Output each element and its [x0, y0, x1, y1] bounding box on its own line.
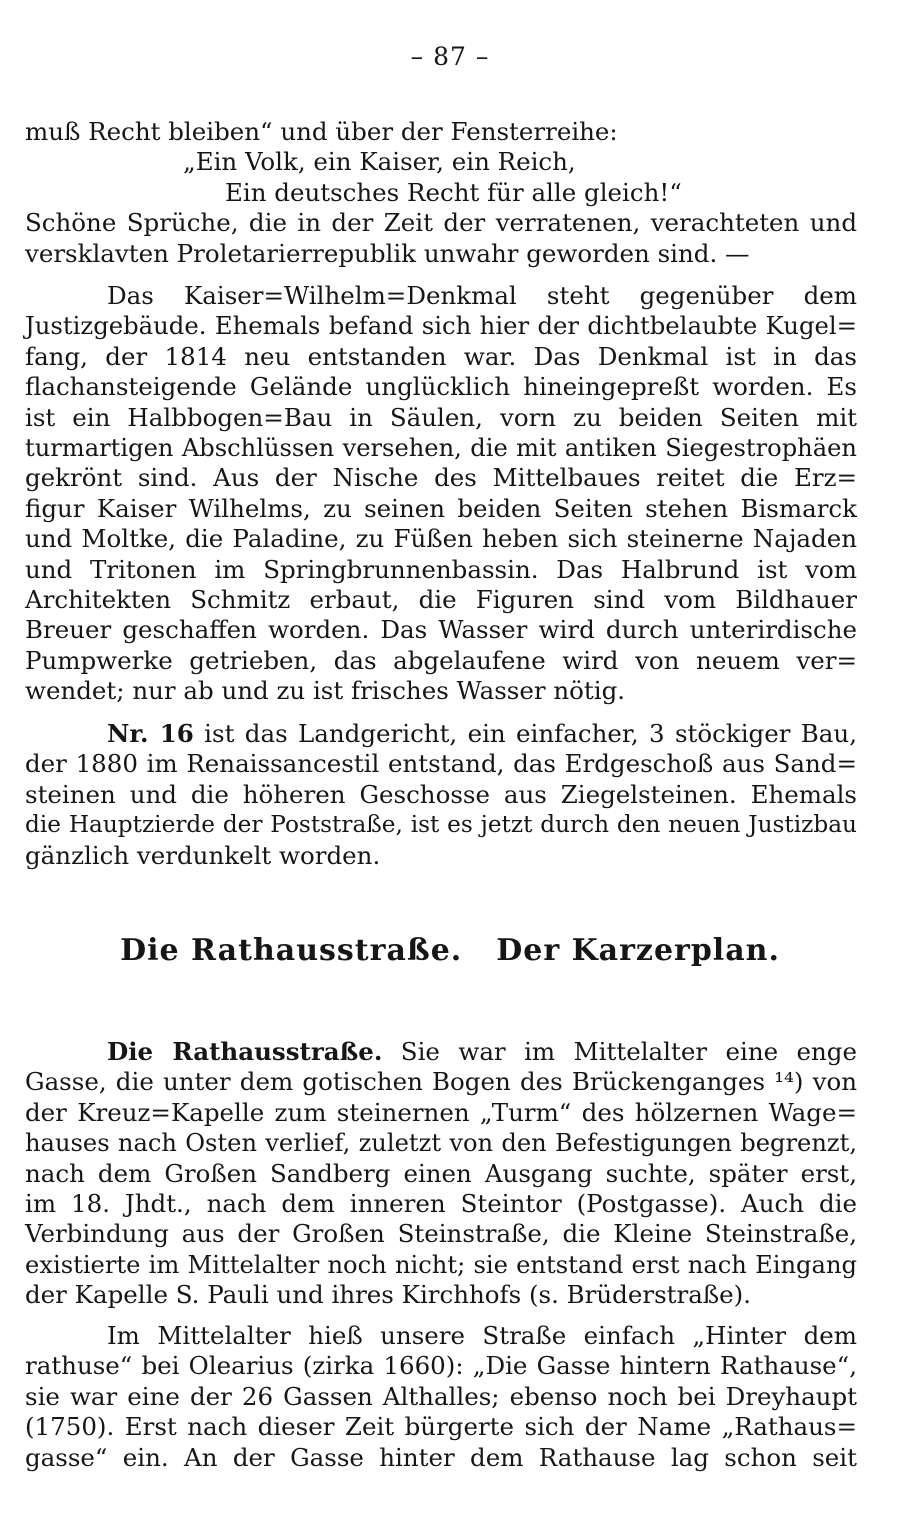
text-line: rathuse“ bei Olearius (zirka 1660): „Die Gasse hintern Rathause“,: [25, 1351, 857, 1381]
text-line: gasse“ ein. An der Gasse hinter dem Rathause lag schon seit: [25, 1442, 857, 1472]
text-line: wendet; nur ab und zu ist frisches Wasser nötig.: [25, 676, 626, 706]
text-line: Gasse, die unter dem gotischen Bogen des Brückenganges ¹⁴) von: [25, 1067, 857, 1097]
text-line: [25, 1037, 857, 1067]
text-line: hauses nach Osten verlief, zuletzt von den Befestigungen begrenzt,: [25, 1129, 857, 1158]
text-line: und Tritonen im Springbrunnenbassin. Das Halbrund ist vom: [25, 554, 857, 584]
text-line: der 1880 im Renaissancestil entstand, das Erdgeschoß aus Sand=: [25, 749, 857, 779]
text-line: Architekten Schmitz erbaut, die Figuren sind vom Bildhauer: [25, 584, 857, 614]
text-line: sie war eine der 26 Gassen Althalles; ebenso noch bei Dreyhaupt: [25, 1381, 857, 1411]
text-line: steinen und die höheren Geschosse aus Ziegelsteinen. Ehemals: [25, 779, 857, 809]
text-line: und Moltke, die Paladine, zu Füßen heben sich steinerne Najaden: [25, 524, 857, 554]
run-in-heading: Die Rathausstraße.: [107, 1037, 383, 1066]
paragraph-rathausstrasse: [25, 1037, 857, 1311]
text-line: ist ein Halbbogen=Bau in Säulen, vorn zu beiden Seiten mit: [25, 402, 857, 432]
section-heading: [0, 933, 900, 968]
text-line: nach dem Großen Sandberg einen Ausgang suchte, später erst,: [25, 1158, 857, 1188]
text-line: [25, 719, 857, 749]
paragraph-inscription: [25, 117, 857, 269]
text-line: fang, der 1814 neu entstanden war. Das Denkmal ist in das: [25, 341, 857, 371]
text-line: Breuer geschaffen worden. Das Wasser wird durch unterirdische: [25, 615, 857, 645]
text-line: Verbindung aus der Großen Steinstraße, die Kleine Steinstraße,: [25, 1219, 857, 1249]
text-line: muß Recht bleiben“ und über der Fensterreihe:: [25, 117, 618, 146]
text-line: Schöne Sprüche, die in der Zeit der verratenen, verachteten und: [25, 208, 857, 238]
heading-karzerplan: Der Karzerplan.: [496, 933, 780, 968]
text-line: Das Kaiser=Wilhelm=Denkmal steht gegenüber dem: [107, 281, 857, 310]
text-line: im 18. Jhdt., nach dem inneren Steintor (Postgasse). Auch die: [25, 1188, 857, 1218]
text-line: Im Mittelalter hieß unsere Straße einfach „Hinter dem: [107, 1321, 857, 1350]
heading-rathausstrasse: Die Rathausstraße.: [120, 933, 463, 968]
text-line: existierte im Mittelalter noch nicht; sie entstand erst nach Eingang: [25, 1250, 857, 1279]
text-line: der Kreuz=Kapelle zum steinernen „Turm“ des hölzernen Wage=: [25, 1097, 857, 1127]
text-line: (1750). Erst nach dieser Zeit bürgerte sich der Name „Rathaus=: [25, 1412, 857, 1442]
page-number: – 87 –: [410, 42, 490, 71]
text-line: Justizgebäude. Ehemals befand sich hier der dichtbelaubte Kugel=: [25, 311, 857, 341]
text-line: versklavten Proletarierrepublik unwahr geworden sind. —: [25, 238, 750, 268]
text-line: die Hauptzierde der Poststraße, ist es jetzt durch den neuen Justizbau: [25, 811, 857, 839]
verse-line: Ein deutsches Recht für alle gleich!“: [225, 177, 682, 207]
text-line-rest: Sie war im Mittelalter eine enge: [382, 1037, 857, 1066]
text-line: turmartigen Abschlüssen versehen, die mit antiken Siegestrophäen: [25, 433, 857, 462]
text-line: gänzlich verdunkelt worden.: [25, 840, 381, 870]
paragraph-denkmal: [25, 281, 857, 706]
text-line-rest: ist das Landgericht, ein einfacher, 3 stöckiger Bau,: [193, 719, 857, 748]
paragraph-mittelalter: [25, 1321, 857, 1473]
text-line: figur Kaiser Wilhelms, zu seinen beiden Seiten stehen Bismarck: [25, 493, 857, 523]
paragraph-landgericht: [25, 719, 857, 871]
text-line: flachansteigende Gelände unglücklich hineingepreßt worden. Es: [25, 372, 857, 402]
verse-line: „Ein Volk, ein Kaiser, ein Reich,: [183, 147, 576, 177]
text-line: gekrönt sind. Aus der Nische des Mittelbaues reitet die Erz=: [25, 463, 857, 493]
text-line: der Kapelle S. Pauli und ihres Kirchhofs (s. Brüderstraße).: [25, 1280, 752, 1310]
text-line: Pumpwerke getrieben, das abgelaufene wird von neuem ver=: [25, 645, 857, 675]
number-label: Nr. 16: [107, 719, 194, 748]
